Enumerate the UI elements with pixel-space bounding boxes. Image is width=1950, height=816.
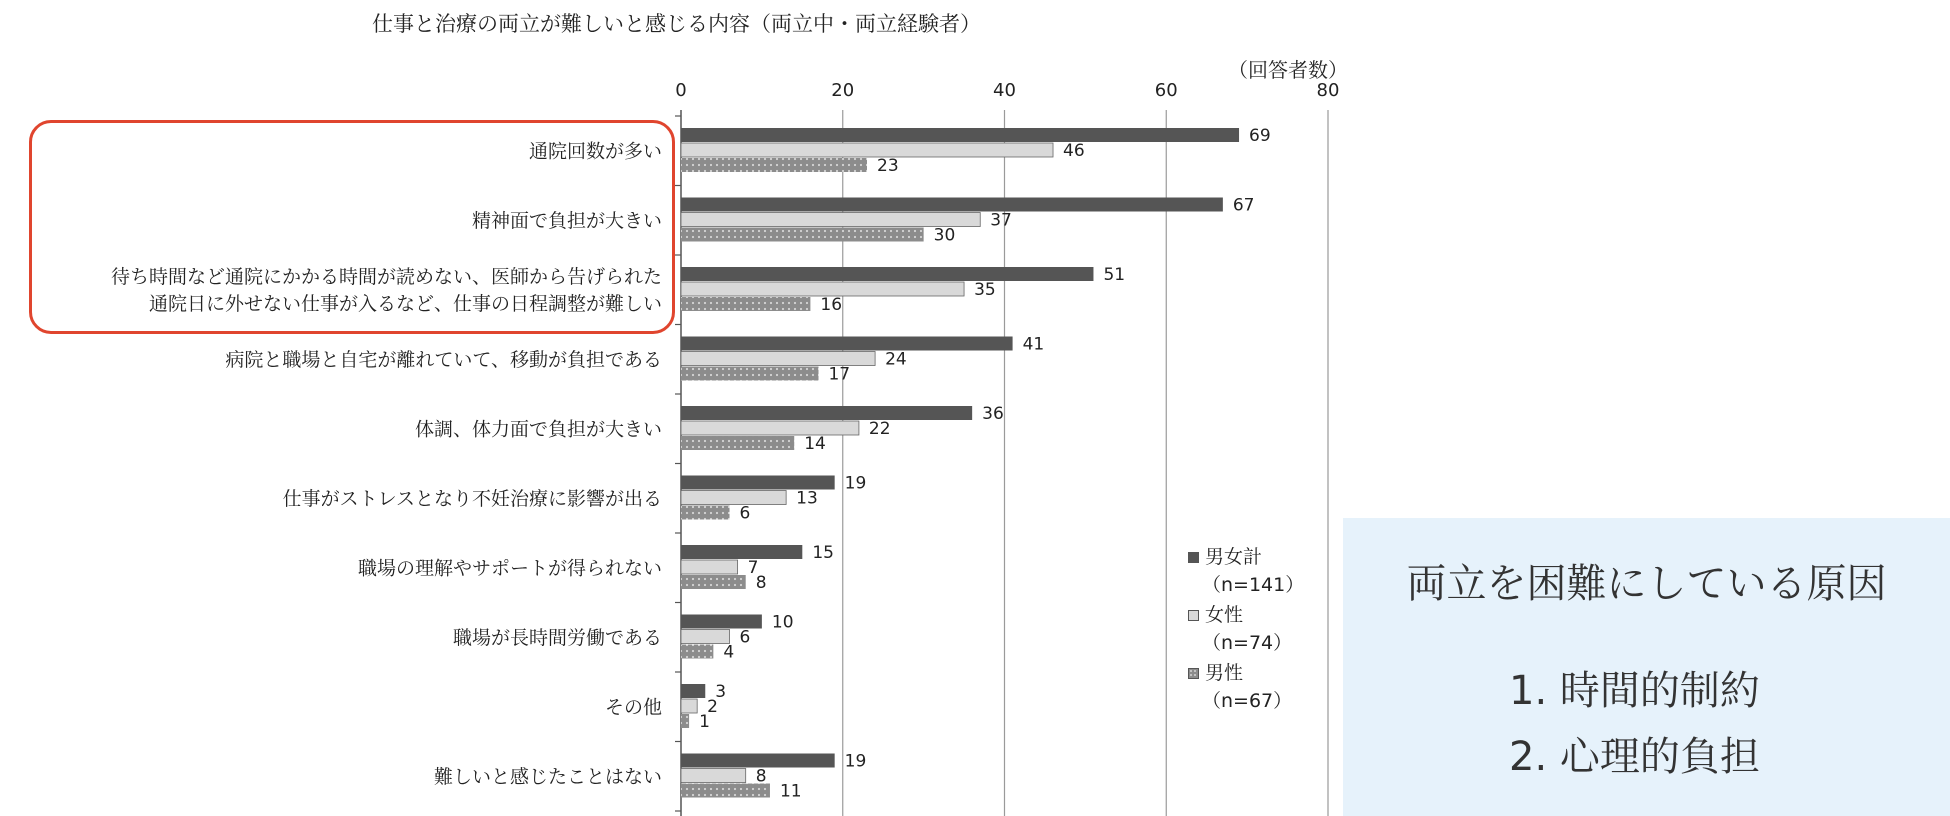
data-label: 16 <box>820 295 843 315</box>
x-tick-label: 60 <box>1154 80 1178 101</box>
data-label: 14 <box>804 434 826 454</box>
bar <box>681 198 1223 212</box>
bar <box>681 545 802 559</box>
bar <box>681 560 738 574</box>
data-label: 6 <box>739 503 751 524</box>
x-tick-label: 20 <box>831 80 855 101</box>
data-label: 11 <box>779 781 802 802</box>
bar <box>681 754 835 768</box>
bar <box>681 297 810 311</box>
bar <box>681 645 713 659</box>
bar <box>681 421 859 435</box>
bar <box>681 367 818 381</box>
data-label: 3 <box>715 682 727 702</box>
legend-swatch <box>1188 610 1199 621</box>
data-label: 51 <box>1103 265 1126 285</box>
legend-sample-size: （n=74） <box>1202 632 1293 654</box>
data-label: 30 <box>933 225 956 246</box>
data-label: 15 <box>812 543 834 563</box>
x-tick-label: 80 <box>1316 80 1340 101</box>
data-label: 19 <box>844 751 867 772</box>
category-label: 通院回数が多い <box>528 140 662 163</box>
category-label: 職場の理解やサポートが得られない <box>357 557 662 580</box>
category-label: 待ち時間など通院にかかる時間が読めない、医師から告げられた <box>110 266 662 288</box>
bar <box>681 213 980 227</box>
summary-panel <box>1343 518 1950 816</box>
legend-swatch <box>1188 668 1199 679</box>
bar <box>681 699 697 713</box>
bar <box>681 476 835 490</box>
legend-item <box>1188 601 1304 629</box>
data-label: 8 <box>755 766 767 787</box>
bar <box>681 615 762 629</box>
legend-item <box>1188 659 1304 687</box>
bar <box>681 128 1239 142</box>
data-label: 67 <box>1232 195 1255 216</box>
category-label: 仕事がストレスとなり不妊治療に影響が出る <box>282 488 662 510</box>
category-label: 体調、体力面で負担が大きい <box>414 418 662 441</box>
bar <box>681 506 730 520</box>
data-label: 37 <box>990 210 1012 231</box>
bar <box>681 282 964 296</box>
legend-sample-size: （n=141） <box>1202 574 1305 596</box>
bar-layer <box>681 128 1239 798</box>
bar <box>681 352 875 366</box>
data-label: 10 <box>771 612 794 633</box>
data-label: 17 <box>828 364 851 385</box>
legend-label: 男女計 <box>1205 546 1263 568</box>
bar <box>681 491 786 505</box>
highlight-box <box>29 120 675 334</box>
data-label: 22 <box>868 419 891 439</box>
bar <box>681 406 972 420</box>
category-label: 病院と職場と自宅が離れていて、移動が負担である <box>225 349 662 371</box>
data-label: 35 <box>974 280 996 300</box>
bar <box>681 228 924 242</box>
data-label: 6 <box>739 627 751 648</box>
data-label: 24 <box>885 349 907 370</box>
data-label: 4 <box>723 642 735 663</box>
legend-swatch <box>1188 552 1199 563</box>
data-label: 46 <box>1063 141 1085 161</box>
summary-item: 1. 時間的制約 <box>1509 668 1760 714</box>
bar <box>681 337 1013 351</box>
legend-sample-size: （n=67） <box>1202 690 1293 712</box>
data-label: 23 <box>877 156 899 176</box>
data-label: 69 <box>1249 126 1271 146</box>
legend-label: 男性 <box>1205 662 1244 684</box>
data-label: 13 <box>796 488 818 509</box>
data-label: 19 <box>844 473 867 494</box>
category-label: 難しいと感じたことはない <box>433 766 662 788</box>
summary-item: 2. 心理的負担 <box>1509 734 1760 780</box>
data-label: 41 <box>1022 334 1045 355</box>
summary-title: 両立を困難にしている原因 <box>1406 561 1887 607</box>
category-label: その他 <box>604 696 662 719</box>
category-label: 通院日に外せない仕事が入るなど、仕事の日程調整が難しい <box>148 293 662 315</box>
bar <box>681 575 746 589</box>
bar <box>681 436 794 450</box>
category-label: 精神面で負担が大きい <box>471 210 662 232</box>
bar <box>681 769 746 783</box>
chart-title: 仕事と治療の両立が難しいと感じる内容（両立中・両立経験者） <box>372 12 981 36</box>
legend <box>1188 543 1304 717</box>
data-label: 2 <box>707 697 719 717</box>
legend-label: 女性 <box>1205 604 1244 626</box>
data-label: 1 <box>699 712 710 732</box>
x-tick-label: 0 <box>675 80 687 101</box>
category-label: 職場が長時間労働である <box>452 627 662 649</box>
bar <box>681 630 730 644</box>
bar <box>681 684 705 698</box>
axis-unit-label: （回答者数） <box>1228 58 1348 82</box>
x-tick-label: 40 <box>993 80 1016 101</box>
bar <box>681 714 689 728</box>
data-label: 7 <box>747 558 759 578</box>
data-label: 36 <box>982 404 1004 424</box>
data-label: 8 <box>755 573 767 593</box>
legend-item <box>1188 543 1304 571</box>
bar <box>681 143 1053 157</box>
bar <box>681 267 1093 281</box>
bar <box>681 158 867 172</box>
summary-list <box>1509 658 1760 790</box>
